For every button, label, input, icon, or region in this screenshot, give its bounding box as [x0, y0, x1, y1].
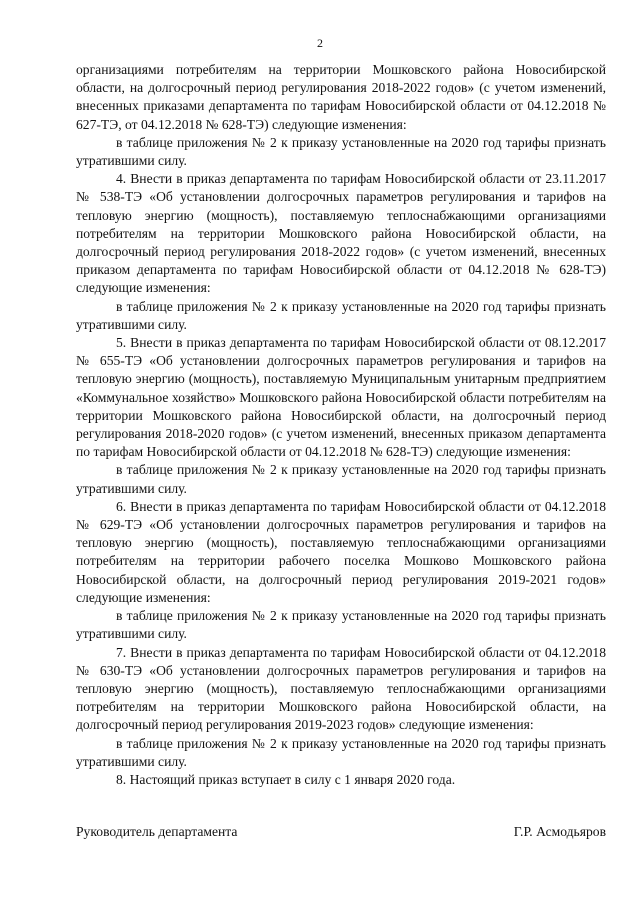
paragraph-10: в таблице приложения № 2 к приказу установленные на 2020 год тарифы признать утратившими силу.: [76, 735, 606, 769]
paragraph-item-4: 4. Внести в приказ департамента по тарифам Новосибирской области от 23.11.2017 № 538-ТЭ «Об установлении долгосрочных параметров регулирования и тарифов на тепловую энергию (мощность), поставляемую теплоснабжающими организациями потребителям на территории Мошковского района Новосибирской области, на долгосрочный период регулирования 2018-2022 годов» (с учетом изменений, внесенных приказом департамента по тарифам Новосибирской области от 04.12.2018 № 628-ТЭ) следующие изменения:: [76, 171, 606, 296]
page-number: 2: [317, 36, 323, 50]
paragraph-2: в таблице приложения № 2 к приказу установленные на 2020 год тарифы признать утратившими силу.: [76, 134, 606, 169]
signature-block: [76, 823, 606, 843]
signatory-position: Руководитель департамента: [76, 824, 238, 839]
paragraph-item-6: 6. Внести в приказ департамента по тарифам Новосибирской области от 04.12.2018 № 629-ТЭ «Об установлении долгосрочных параметров регулирования и тарифов на тепловую энергию (мощность), поставляемую теплоснабжающими организациями потребителям на территории рабочего поселка Мошково Мошковского района Новосибирской области, на долгосрочный период регулирования 2019-2021 годов» следующие изменения:: [76, 498, 606, 605]
paragraph-4: в таблице приложения № 2 к приказу установленные на 2020 год тарифы признать утратившими силу.: [76, 298, 606, 332]
signatory-name: Г.Р. Асмодьяров: [513, 824, 606, 839]
paragraph-item-8: 8. Настоящий приказ вступает в силу с 1 января 2020 года.: [116, 771, 456, 787]
paragraph-item-7: 7. Внести в приказ департамента по тарифам Новосибирской области от 04.12.2018 № 630-ТЭ «Об установлении долгосрочных параметров регулирования и тарифов на тепловую энергию (мощность), поставляемую теплоснабжающими организациями потребителям на территории Мошковского района Новосибирской области, на долгосрочный период регулирования 2019-2023 годов» следующие изменения:: [76, 644, 606, 733]
paragraph-1: организациями потребителям на территории Мошковского района Новосибирской области, на долгосрочный период регулирования 2018-2022 годов» (с учетом изменений, внесенных приказами департамента по тарифам Новосибирской области от 04.12.2018 № 627-ТЭ, от 04.12.2018 № 628-ТЭ) следующие изменения:: [76, 62, 606, 132]
paragraph-6: в таблице приложения № 2 к приказу установленные на 2020 год тарифы признать утратившими силу.: [76, 462, 606, 496]
paragraph-item-5: 5. Внести в приказ департамента по тарифам Новосибирской области от 08.12.2017 № 655-ТЭ «Об установлении долгосрочных параметров регулирования и тарифов на тепловую энергию (мощность), поставляемую Муниципальным унитарным предприятием «Коммунальное хозяйство» Мошковского района Новосибирской области потребителям на территории Мошковского района Новосибирской области, на долгосрочный период регулирования 2018-2020 годов» (с учетом изменений, внесенных приказом департамента по тарифам Новосибирской области от 04.12.2018 № 628-ТЭ) следующие изменения:: [76, 335, 606, 460]
document-body: [76, 61, 606, 789]
paragraph-8: в таблице приложения № 2 к приказу установленные на 2020 год тарифы признать утратившими силу.: [76, 608, 606, 642]
